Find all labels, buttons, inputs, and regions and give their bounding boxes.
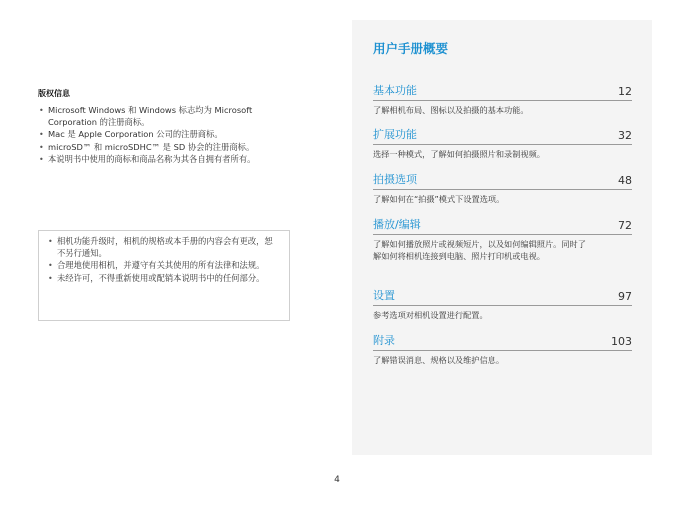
page-number: 4 (334, 475, 340, 485)
toc-entry-desc: 了解如何在“拍摄”模式下设置选项。 (373, 194, 505, 204)
copyright-title: 版权信息 (38, 89, 70, 98)
toc-entry-header (373, 82, 632, 101)
toc-entry-label[interactable]: 拍摄选项 (373, 173, 417, 186)
toc-entry-desc: 选择一种模式，了解如何拍摄照片和录制视频。 (373, 149, 545, 159)
toc-entry-header (373, 216, 632, 235)
copyright-list (38, 105, 288, 166)
toc-entry-page: 12 (618, 85, 632, 98)
toc-title: 用户手册概要 (373, 41, 449, 56)
toc-entry-header (373, 287, 632, 306)
toc-entry-page: 32 (618, 129, 632, 142)
toc-entry-desc: 了解错误消息、规格以及维护信息。 (373, 355, 505, 365)
toc-entry-desc: 了解如何播放照片或视频短片，以及如何编辑照片。同时了解如何将相机连接到电脑、照片打印机或电视。 (373, 239, 586, 261)
toc-entry-desc: 了解相机布局、图标以及拍摄的基本功能。 (373, 105, 529, 115)
toc-entry-label[interactable]: 附录 (373, 334, 395, 347)
notice-box (38, 230, 290, 321)
toc-entry-desc: 参考选项对相机设置进行配置。 (373, 310, 488, 320)
notice-list (47, 236, 281, 284)
toc-entry-page: 72 (618, 219, 632, 232)
toc-entry-extended[interactable] (373, 126, 632, 160)
toc-entry-label[interactable]: 扩展功能 (373, 128, 417, 141)
toc-entry-playback[interactable] (373, 216, 632, 262)
toc-entry-label[interactable]: 播放/编辑 (373, 218, 421, 231)
toc-panel (352, 20, 652, 455)
notice-item: • 合理地使用相机，并遵守有关其使用的所有法律和法规。 (47, 260, 281, 272)
copyright-item: • microSD™ 和 microSDHC™ 是 SD 协会的注册商标。 (38, 142, 288, 154)
toc-entry-header (373, 126, 632, 145)
copyright-item: • Microsoft Windows 和 Windows 标志均为 Microsoft Corporation 的注册商标。 (38, 105, 288, 128)
notice-item: • 未经许可，不得重新使用或配销本说明书中的任何部分。 (47, 273, 281, 285)
toc-entry-label[interactable]: 设置 (373, 289, 395, 302)
toc-entry-label[interactable]: 基本功能 (373, 84, 417, 97)
copyright-item: • Mac 是 Apple Corporation 公司的注册商标。 (38, 129, 288, 141)
toc-entry-header (373, 171, 632, 190)
toc-entry-page: 48 (618, 174, 632, 187)
copyright-section (38, 88, 288, 167)
toc-entry-settings[interactable] (373, 287, 632, 321)
copyright-item: • 本说明书中使用的商标和商品名称为其各自拥有者所有。 (38, 154, 288, 166)
toc-entry-page: 103 (611, 335, 632, 348)
toc-entry-basic[interactable] (373, 82, 632, 116)
toc-entry-shooting[interactable] (373, 171, 632, 205)
toc-entry-header (373, 332, 632, 351)
toc-entry-appendix[interactable] (373, 332, 632, 366)
toc-entry-page: 97 (618, 290, 632, 303)
notice-item: • 相机功能升级时，相机的规格或本手册的内容会有更改，恕不另行通知。 (47, 236, 281, 259)
